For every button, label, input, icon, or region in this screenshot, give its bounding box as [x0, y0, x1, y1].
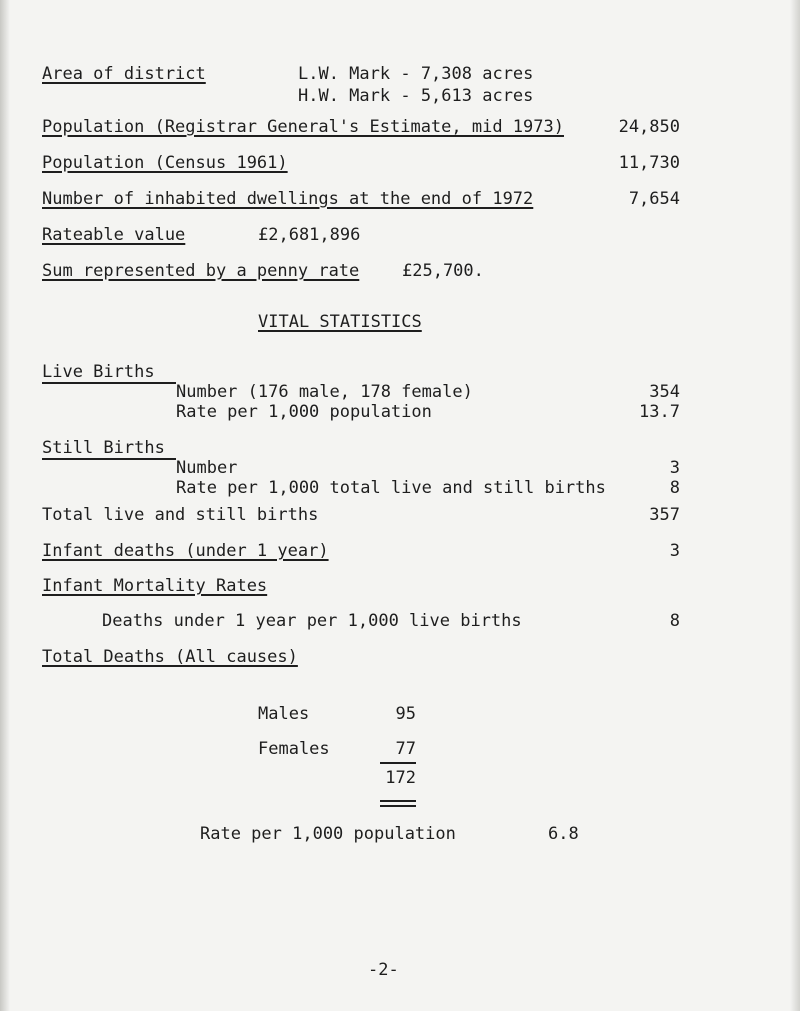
- total-deaths-value: 172: [385, 768, 416, 788]
- fact-value-population-estimate: 24,850: [618, 117, 680, 137]
- still-births-heading: Still Births: [42, 438, 165, 458]
- fact-label-dwellings: Number of inhabited dwellings at the end of 1972: [42, 189, 534, 209]
- fact-label-population-estimate: Population (Registrar General's Estimate, mid 1973): [42, 117, 564, 137]
- area-hw: H.W. Mark - 5,613 acres: [298, 86, 534, 106]
- live-births-heading: Live Births: [42, 362, 155, 382]
- live-births-rule: [42, 382, 176, 384]
- live-births-rate-label: Rate per 1,000 population: [176, 402, 432, 422]
- scan-edge-right: [790, 0, 800, 1011]
- infant-deaths-label: Infant deaths (under 1 year): [42, 541, 329, 561]
- page-number: -2-: [368, 960, 399, 980]
- females-value: 77: [395, 739, 416, 759]
- total-rule-lower: [380, 805, 416, 807]
- fact-label-rateable-value: Rateable value: [42, 225, 186, 245]
- total-rule-upper: [380, 800, 416, 802]
- males-value: 95: [395, 704, 416, 724]
- total-live-still-value: 357: [649, 505, 680, 525]
- fact-value-rateable-value: £2,681,896: [258, 225, 361, 245]
- fact-label-penny-rate: Sum represented by a penny rate: [42, 261, 360, 281]
- infant-mortality-value: 8: [669, 611, 680, 631]
- live-births-number-label: Number (176 male, 178 female): [176, 382, 473, 402]
- area-lw: L.W. Mark - 7,308 acres: [298, 64, 534, 84]
- total-deaths-heading: Total Deaths (All causes): [42, 647, 298, 667]
- infant-mortality-heading: Infant Mortality Rates: [42, 576, 268, 596]
- still-births-number-value: 3: [669, 458, 680, 478]
- still-births-rate-label: Rate per 1,000 total live and still births: [176, 478, 606, 498]
- death-rate-value: 6.8: [548, 824, 579, 844]
- fact-value-population-census: 11,730: [618, 153, 680, 173]
- still-births-number-label: Number: [176, 458, 238, 478]
- infant-mortality-label: Deaths under 1 year per 1,000 live births: [102, 611, 522, 631]
- still-births-rule: [42, 458, 176, 460]
- fact-label-population-census: Population (Census 1961): [42, 153, 288, 173]
- infant-deaths-value: 3: [669, 541, 680, 561]
- live-births-rate-value: 13.7: [639, 402, 680, 422]
- total-live-still-label: Total live and still births: [42, 505, 319, 525]
- fact-value-dwellings: 7,654: [628, 189, 680, 209]
- females-label: Females: [258, 739, 330, 759]
- still-births-rate-value: 8: [669, 478, 680, 498]
- vital-statistics-heading: VITAL STATISTICS: [258, 312, 422, 332]
- males-label: Males: [258, 704, 310, 724]
- subtotal-rule: [380, 762, 416, 764]
- live-births-number-value: 354: [649, 382, 680, 402]
- death-rate-label: Rate per 1,000 population: [200, 824, 456, 844]
- fact-value-penny-rate: £25,700.: [402, 261, 484, 281]
- scan-edge-left: [0, 0, 10, 1011]
- area-label: Area of district: [42, 64, 206, 84]
